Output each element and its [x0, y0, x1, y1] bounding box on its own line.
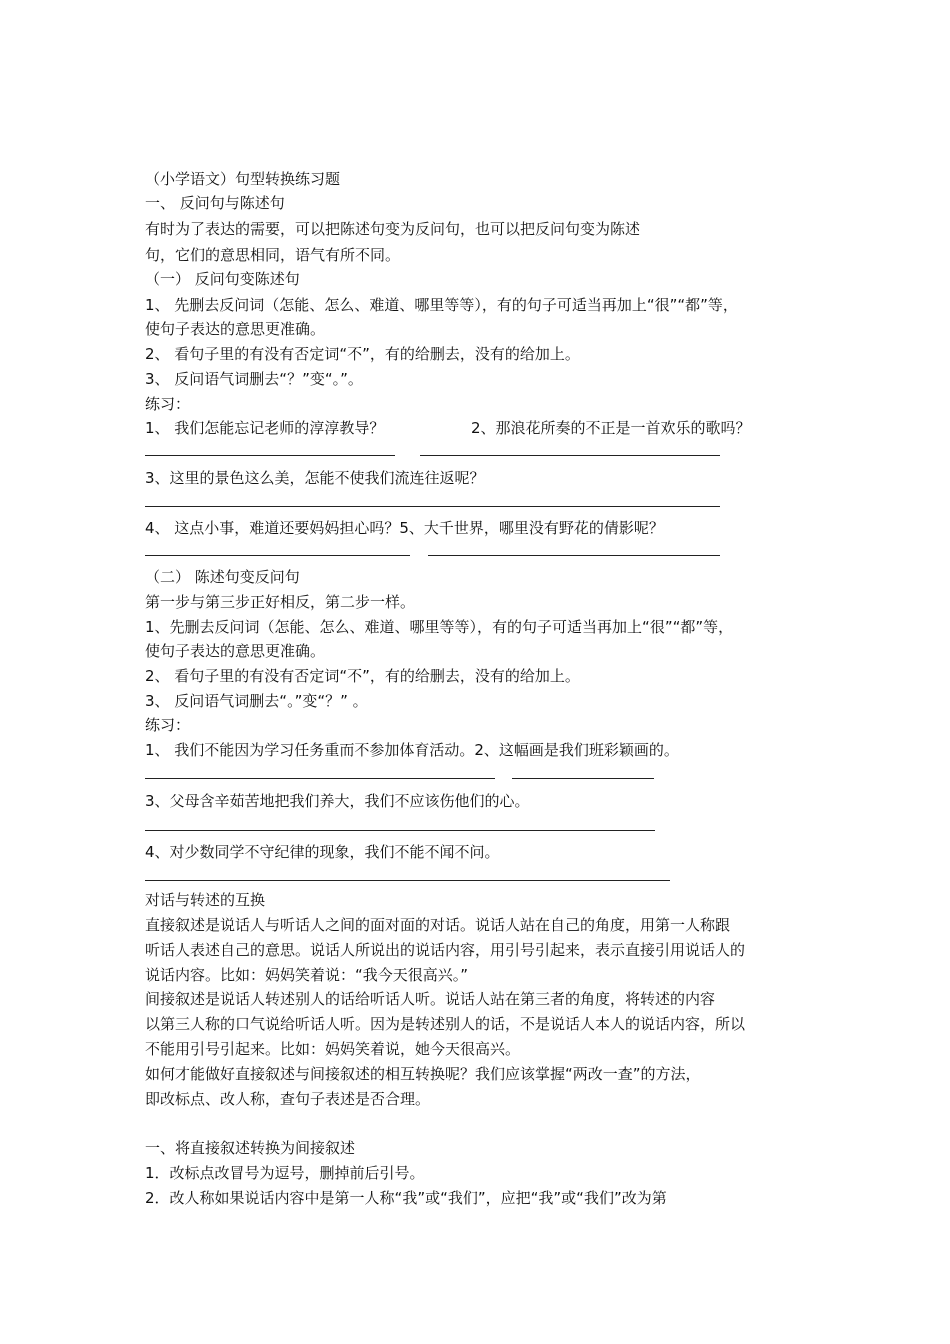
step-1b: 使句子表达的意思更准确。	[145, 320, 326, 338]
section-heading-rhetorical: 一、 反问句与陈述句	[145, 194, 285, 212]
answer-line[interactable]	[420, 455, 720, 456]
intro-line-1: 有时为了表达的需要，可以把陈述句变为反问句，也可以把反问句变为陈述	[145, 220, 641, 238]
answer-blank-row[interactable]	[0, 830, 950, 840]
exercise-4-5: 4、 这点小事，难道还要妈妈担心吗？5、大千世界，哪里没有野花的倩影呢？	[145, 519, 664, 537]
exercise-2: 2、那浪花所奏的不正是一首欢乐的歌吗？	[471, 419, 751, 437]
steps-note: 第一步与第三步正好相反，第二步一样。	[145, 593, 416, 611]
step-1a-b: 1、先删去反问词（怎能、怎么、难道、哪里等等），有的句子可适当再加上“很”“都”等，	[145, 618, 734, 636]
practice-label: 练习：	[145, 395, 191, 413]
paragraph-indirect-1: 间接叙述是说话人转述别人的话给听话人听。说话人站在第三者的角度，将转述的内容	[145, 990, 716, 1008]
paragraph-direct-1: 直接叙述是说话人与听话人之间的面对面的对话。说话人站在自己的角度，用第一人称跟	[145, 916, 731, 934]
answer-line[interactable]	[512, 778, 654, 779]
paragraph-direct-3: 说话内容。比如：妈妈笑着说：“我今天很高兴。”	[145, 966, 469, 984]
rule-item-1: 1．改标点改冒号为逗号，删掉前后引号。	[145, 1164, 425, 1182]
paragraph-direct-2: 听话人表述自己的意思。说话人所说出的说话内容，用引号引起来，表示直接引用说话人的	[145, 941, 746, 959]
exercise-3-b: 3、父母含辛茹苦地把我们养大，我们不应该伤他们的心。	[145, 792, 530, 810]
answer-line[interactable]	[145, 555, 410, 556]
exercise-1: 1、 我们怎能忘记老师的淳淳教导？	[145, 419, 385, 437]
subsection-heading-direct-to-indirect: 一、将直接叙述转换为间接叙述	[145, 1139, 356, 1157]
exercise-4-b: 4、对少数同学不守纪律的现象，我们不能不闻不问。	[145, 843, 500, 861]
answer-line[interactable]	[145, 880, 670, 881]
document-title: （小学语文）句型转换练习题	[145, 170, 341, 188]
step-3: 3、 反问语气词删去“？”变“。”。	[145, 370, 363, 388]
step-2: 2、 看句子里的有没有否定词“不”，有的给删去，没有的给加上。	[145, 345, 580, 363]
exercise-1-2-b: 1、 我们不能因为学习任务重而不参加体育活动。2、这幅画是我们班彩颖画的。	[145, 741, 679, 759]
paragraph-method-2: 即改标点、改人称，查句子表述是否合理。	[145, 1090, 431, 1108]
answer-line[interactable]	[145, 455, 395, 456]
answer-blank-row[interactable]	[0, 455, 950, 465]
intro-line-2: 句，它们的意思相同，语气有所不同。	[145, 246, 401, 264]
rule-item-2: 2．改人称如果说话内容中是第一人称“我”或“我们”，应把“我”或“我们”改为第	[145, 1189, 667, 1207]
answer-blank-row[interactable]	[0, 506, 950, 516]
subsection-heading-1: （一） 反问句变陈述句	[145, 270, 300, 288]
step-3-b: 3、 反问语气词删去“。”变“？” 。	[145, 692, 368, 710]
answer-line[interactable]	[428, 555, 720, 556]
paragraph-indirect-3: 不能用引号引起来。比如：妈妈笑着说，她今天很高兴。	[145, 1040, 521, 1058]
practice-label-b: 练习：	[145, 716, 191, 734]
answer-blank-row[interactable]	[0, 555, 950, 565]
answer-blank-row[interactable]	[0, 880, 950, 890]
step-1b-b: 使句子表达的意思更准确。	[145, 642, 326, 660]
answer-line[interactable]	[145, 830, 655, 831]
subsection-heading-2: （二） 陈述句变反问句	[145, 568, 300, 586]
paragraph-method-1: 如何才能做好直接叙述与间接叙述的相互转换呢？我们应该掌握“两改一查”的方法，	[145, 1065, 701, 1083]
step-2-b: 2、 看句子里的有没有否定词“不”，有的给删去，没有的给加上。	[145, 667, 580, 685]
answer-line[interactable]	[145, 506, 720, 507]
answer-blank-row[interactable]	[0, 778, 950, 788]
step-1a: 1、 先删去反问词（怎能、怎么、难道、哪里等等），有的句子可适当再加上“很”“都”等，	[145, 296, 738, 314]
exercise-3: 3、这里的景色这么美，怎能不使我们流连往返呢？	[145, 469, 485, 487]
section-heading-dialogue: 对话与转述的互换	[145, 891, 266, 909]
answer-line[interactable]	[145, 778, 495, 779]
paragraph-indirect-2: 以第三人称的口气说给听话人听。因为是转述别人的话，不是说话人本人的说话内容，所以	[145, 1015, 746, 1033]
